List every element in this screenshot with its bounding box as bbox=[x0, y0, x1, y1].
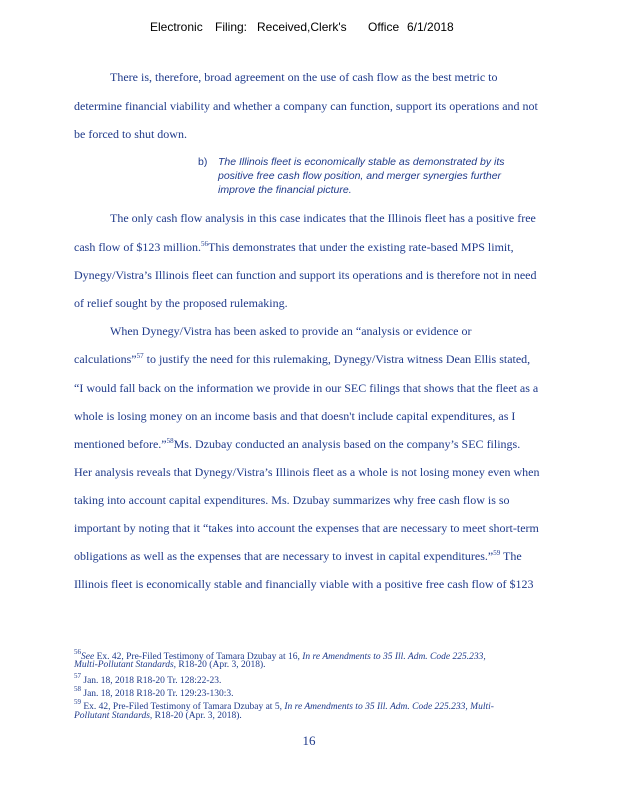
body-line bbox=[74, 352, 530, 367]
text-run: obligations as well as the expenses that are necessary to invest in capital expenditures.” bbox=[74, 549, 494, 563]
text-run: In re Amendments to 35 Ill. Adm. Code 225.233, Multi- bbox=[284, 702, 494, 712]
footnote-number: 57 bbox=[74, 672, 81, 680]
header-word: Received,Clerk's bbox=[257, 20, 347, 34]
header-word: Filing: bbox=[215, 20, 248, 34]
body-line: determine financial viability and whether a company can function, support its operations and not bbox=[74, 99, 538, 113]
section-number: b) bbox=[198, 156, 208, 168]
text-run: The bbox=[503, 549, 522, 563]
text-run: Ex. 42, Pre-Filed Testimony of Tamara Dzubay at 5, bbox=[81, 702, 285, 712]
body-line: “I would fall back on the information we provide in our SEC filings that shows that the fleet as a bbox=[74, 381, 539, 395]
footnote-57 bbox=[74, 672, 221, 686]
footnote-59-cont bbox=[74, 711, 242, 721]
footnote-59 bbox=[74, 698, 494, 712]
body-line: important by noting that it “takes into account the expenses that are necessary to meet short-term bbox=[74, 521, 539, 535]
text-run: Jan. 18, 2018 R18-20 Tr. 129:23-130:3. bbox=[81, 689, 234, 699]
text-run: Pollutant Standards, bbox=[74, 711, 153, 721]
section-heading: The Illinois fleet is economically stable as demonstrated by its bbox=[218, 156, 505, 168]
text-run: This demonstrates that under the existing rate-based MPS limit, bbox=[207, 240, 514, 254]
footnote-ref[interactable]: 59 bbox=[493, 549, 501, 557]
header-word: Office bbox=[368, 20, 400, 34]
text-run: mentioned before.” bbox=[74, 437, 167, 451]
body-line: of relief sought by the proposed rulemaking. bbox=[74, 296, 288, 310]
header-word: Electronic bbox=[150, 20, 203, 34]
body-line: There is, therefore, broad agreement on the use of cash flow as the best metric to bbox=[110, 70, 498, 84]
body-line: When Dynegy/Vistra has been asked to provide an “analysis or evidence or bbox=[110, 324, 472, 338]
text-run: Ex. 42, Pre-Filed Testimony of Tamara Dzubay at 16, bbox=[94, 652, 303, 662]
body-line: Illinois fleet is economically stable and financially viable with a positive free cash flow of $123 bbox=[74, 577, 534, 591]
text-run: In re Amendments to 35 Ill. Adm. Code 225.233, bbox=[302, 652, 486, 662]
body-line bbox=[74, 240, 514, 255]
footnote-56-cont bbox=[74, 660, 266, 670]
body-line: taking into account capital expenditures. Ms. Dzubay summarizes why free cash flow is so bbox=[74, 493, 510, 507]
page-number: 16 bbox=[302, 733, 316, 748]
body-line: Her analysis reveals that Dynegy/Vistra’s Illinois fleet as a whole is not losing money even when bbox=[74, 465, 540, 479]
footnote-number: 59 bbox=[74, 698, 81, 706]
text-run: R18-20 (Apr. 3, 2018). bbox=[152, 711, 242, 721]
body-line bbox=[74, 549, 522, 564]
footnote-ref[interactable]: 56 bbox=[200, 240, 208, 248]
text-run: See bbox=[81, 652, 95, 662]
text-run: cash flow of $123 million. bbox=[74, 240, 201, 254]
text-run: Ms. Dzubay conducted an analysis based on the company’s SEC filings. bbox=[173, 437, 521, 451]
footnote-number: 56 bbox=[74, 648, 81, 656]
footnote-ref[interactable]: 57 bbox=[136, 352, 144, 360]
footnote-58 bbox=[74, 685, 234, 699]
footnote-ref[interactable]: 58 bbox=[166, 437, 174, 445]
header-word: 6/1/2018 bbox=[407, 20, 454, 34]
text-run: Multi-Pollutant Standards, bbox=[74, 660, 177, 670]
body-line: whole is losing money on an income basis and that doesn't include capital expenditures, as I bbox=[74, 409, 516, 423]
body-line bbox=[74, 437, 520, 452]
text-run: to justify the need for this rulemaking, Dynegy/Vistra witness Dean Ellis stated, bbox=[146, 352, 531, 366]
section-heading: improve the financial picture. bbox=[218, 184, 352, 196]
body-line: be forced to shut down. bbox=[74, 127, 187, 141]
body-line: Dynegy/Vistra’s Illinois fleet can function and support its operations and is therefore not in need bbox=[74, 268, 537, 282]
text-run: R18-20 (Apr. 3, 2018). bbox=[176, 660, 266, 670]
section-heading: positive free cash flow position, and merger synergies further bbox=[218, 170, 502, 182]
footnote-number: 58 bbox=[74, 685, 81, 693]
body-line: The only cash flow analysis in this case indicates that the Illinois fleet has a positive free bbox=[110, 211, 536, 225]
text-run: calculations” bbox=[74, 352, 137, 366]
text-run: Jan. 18, 2018 R18-20 Tr. 128:22-23. bbox=[81, 676, 222, 686]
